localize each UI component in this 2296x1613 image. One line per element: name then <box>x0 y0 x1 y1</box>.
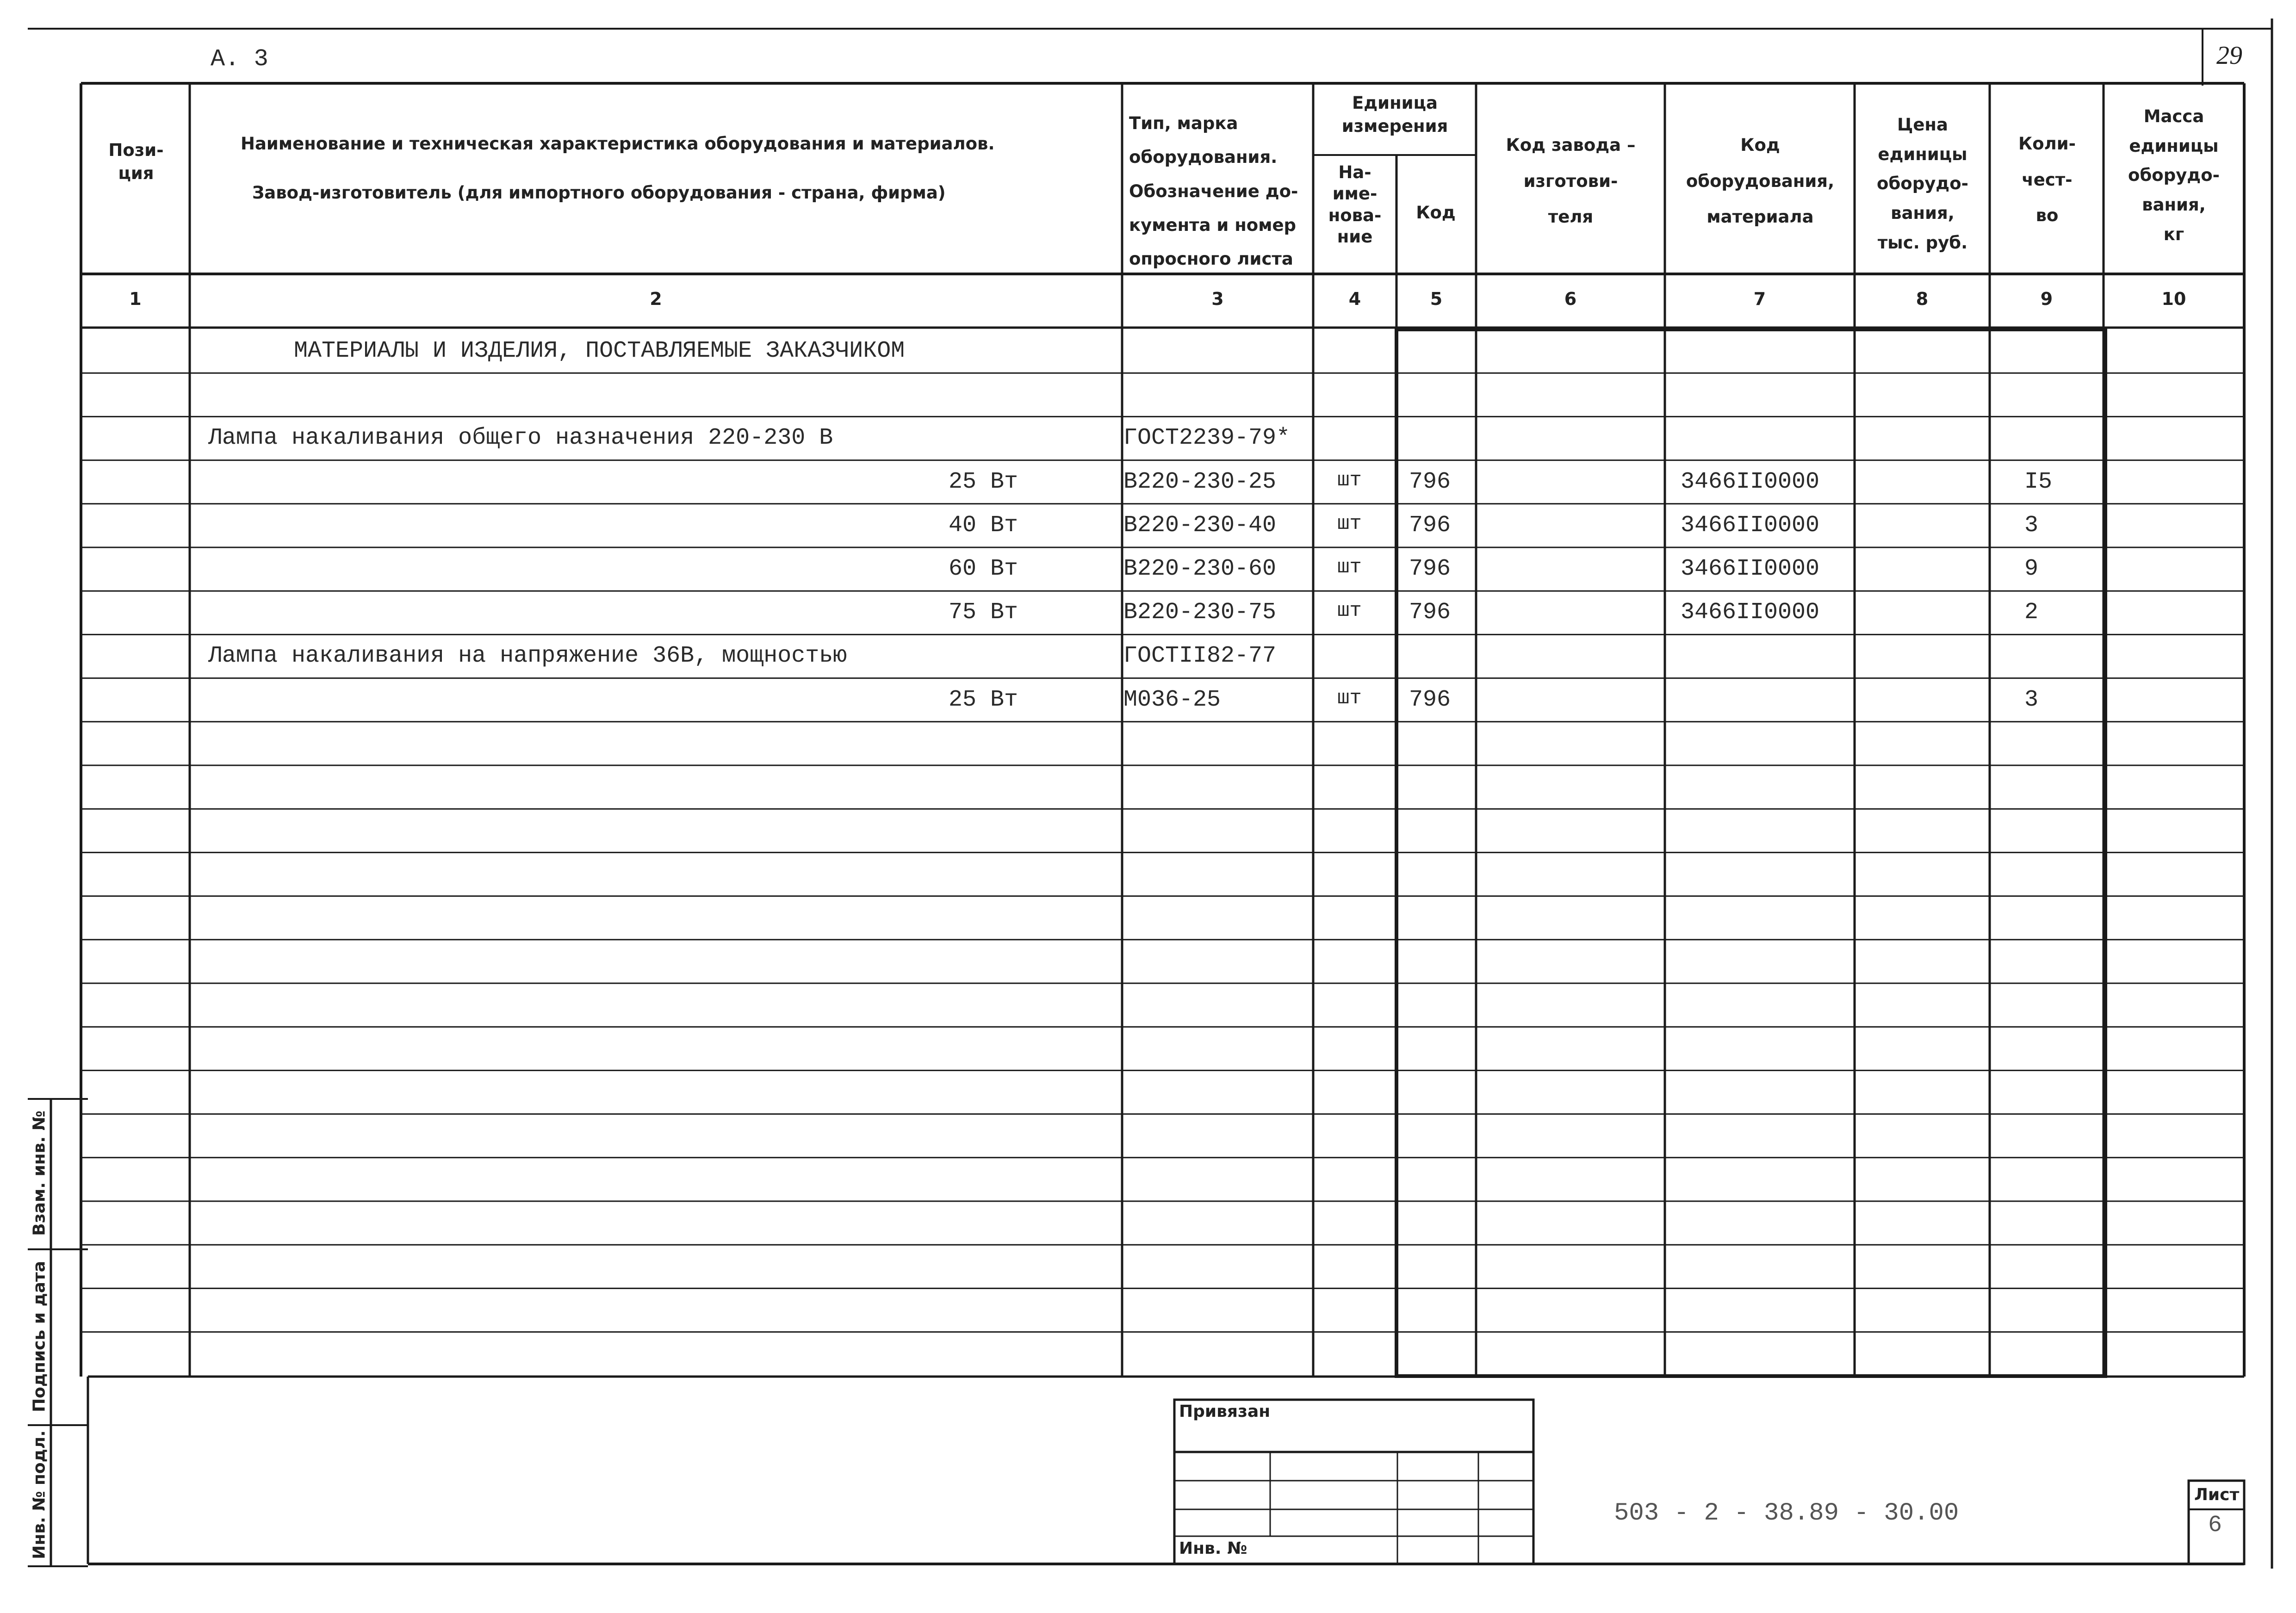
row-name: 75 Вт <box>948 599 1018 626</box>
row-quantity: I5 <box>2024 468 2053 495</box>
row-unit-code: 796 <box>1409 599 1451 626</box>
header-type: Тип, марка оборудования. Обозначение до- кумента и номер опросного листа <box>1129 113 1298 269</box>
row-unit-code: 796 <box>1409 556 1451 582</box>
side-label-original-inv: Инв. № подл. <box>30 1430 49 1559</box>
row-unit: шт <box>1337 686 1362 710</box>
row-name: Лампа накаливания на напряжение 36В, мощностью <box>208 643 847 670</box>
row-type: В220-230-75 <box>1123 599 1277 626</box>
header-mass: Масса единицы оборудо- вания, кг <box>2128 106 2220 244</box>
column-number: 10 <box>2161 289 2186 309</box>
sheet-label: А. 3 <box>211 45 268 73</box>
row-unit-code: 796 <box>1409 468 1451 495</box>
header-equipment-code: Код оборудования, материала <box>1686 135 1835 227</box>
column-number: 8 <box>1916 289 1929 309</box>
document-number: 503 - 2 - 38.89 - 30.00 <box>1614 1499 1959 1527</box>
header-unit-name: На- име- нова- ние <box>1328 162 1382 247</box>
header-factory-code: Код завода – изготови- теля <box>1506 135 1636 227</box>
row-name: 25 Вт <box>948 686 1018 713</box>
row-name: МАТЕРИАЛЫ И ИЗДЕЛИЯ, ПОСТАВЛЯЕМЫЕ ЗАКАЗЧИКОМ <box>294 338 905 364</box>
stamp-sheet-number: 6 <box>2208 1512 2222 1539</box>
row-name: Лампа накаливания общего назначения 220-230 В <box>208 425 833 452</box>
row-unit: шт <box>1337 599 1362 623</box>
header-quantity: Коли- чест- во <box>2018 134 2076 226</box>
row-quantity: 3 <box>2024 512 2039 539</box>
row-material-code: 3466II0000 <box>1681 468 1820 495</box>
header-position: Пози- ция <box>108 140 164 183</box>
row-type: В220-230-25 <box>1123 468 1277 495</box>
column-number: 6 <box>1564 289 1577 309</box>
side-label-signature-date: Подпись и дата <box>30 1261 49 1412</box>
row-type: В220-230-40 <box>1123 512 1277 539</box>
side-label-replacement-inv: Взам. инв. № <box>30 1110 49 1236</box>
row-quantity: 3 <box>2024 686 2039 713</box>
column-number: 5 <box>1430 289 1443 309</box>
column-number: 2 <box>650 289 662 309</box>
row-type: ГОСТ2239-79* <box>1123 425 1291 452</box>
row-quantity: 9 <box>2024 556 2039 582</box>
page-number: 29 <box>2216 41 2242 70</box>
header-unit-group: Единица измерения <box>1341 93 1448 136</box>
header-unit-code: Код <box>1416 203 1456 223</box>
row-name: 25 Вт <box>948 468 1018 495</box>
row-type: М036-25 <box>1123 686 1221 713</box>
stamp-sheet-label: Лист <box>2194 1485 2240 1504</box>
column-number: 1 <box>129 289 142 309</box>
column-number: 7 <box>1753 289 1766 309</box>
row-material-code: 3466II0000 <box>1681 599 1820 626</box>
column-number: 4 <box>1348 289 1361 309</box>
row-quantity: 2 <box>2024 599 2039 626</box>
row-unit: шт <box>1337 512 1362 535</box>
header-name-line2: Завод-изготовитель (для импортного оборудования - страна, фирма) <box>252 183 946 203</box>
column-number: 3 <box>1211 289 1224 309</box>
stamp-privyazan: Привязан <box>1179 1402 1271 1421</box>
header-price: Цена единицы оборудо- вания, тыс. руб. <box>1877 115 1968 253</box>
row-unit-code: 796 <box>1409 686 1451 713</box>
row-type: В220-230-60 <box>1123 556 1277 582</box>
row-unit: шт <box>1337 468 1362 492</box>
row-name: 40 Вт <box>948 512 1018 539</box>
column-number: 9 <box>2040 289 2053 309</box>
row-name: 60 Вт <box>948 556 1018 582</box>
header-name-line1: Наименование и техническая характеристика оборудования и материалов. <box>241 134 995 154</box>
row-unit-code: 796 <box>1409 512 1451 539</box>
row-material-code: 3466II0000 <box>1681 512 1820 539</box>
row-material-code: 3466II0000 <box>1681 556 1820 582</box>
row-unit: шт <box>1337 556 1362 579</box>
stamp-inv-no: Инв. № <box>1179 1539 1247 1558</box>
row-type: ГОСТII82-77 <box>1123 643 1277 670</box>
